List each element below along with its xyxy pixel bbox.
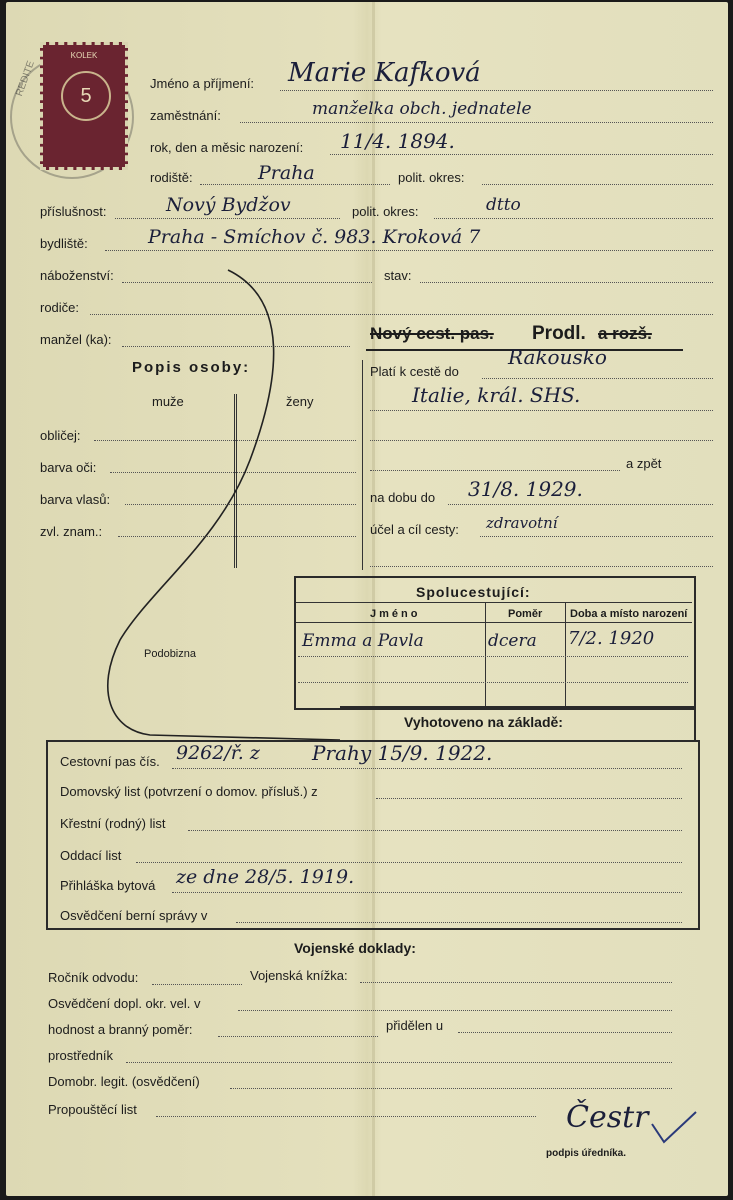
passport-no-value: 9262/ř. z bbox=[176, 742, 260, 764]
name-value: Marie Kafková bbox=[288, 58, 481, 88]
name-label: Jméno a příjmení: bbox=[150, 76, 255, 91]
prodl-option: Prodl. bbox=[532, 323, 586, 344]
validity-label: Platí k cestě do bbox=[370, 364, 459, 379]
spouse-label: manžel (ka): bbox=[40, 332, 112, 347]
period-label: na dobu do bbox=[370, 490, 436, 505]
military-release-label: Propouštěcí list bbox=[48, 1102, 137, 1117]
issued-title: Vyhotoveno na základě: bbox=[404, 714, 563, 730]
residence-label: bydliště: bbox=[40, 236, 88, 251]
desc-row-eyes: barva oči: bbox=[40, 460, 97, 475]
col-female: ženy bbox=[286, 394, 314, 409]
validity-value-2: Italie, král. SHS. bbox=[412, 383, 581, 407]
stamp-value: 5 bbox=[61, 71, 111, 121]
col-male: muže bbox=[152, 394, 184, 409]
birthplace-value: Praha bbox=[258, 162, 315, 184]
passport-no-label: Cestovní pas čís. bbox=[60, 754, 160, 769]
postmark-text: REDITE bbox=[14, 59, 37, 98]
companions-title: Spolucestující: bbox=[416, 584, 531, 600]
birth-value: 11/4. 1894. bbox=[340, 129, 455, 153]
return-label: a zpět bbox=[626, 456, 662, 471]
companion-relation: dcera bbox=[488, 631, 537, 651]
belonging-okres-value: dtto bbox=[486, 195, 521, 215]
birthplace-okres-label: polit. okres: bbox=[398, 170, 465, 185]
official-signature: Čestr bbox=[566, 1100, 649, 1135]
tax-label: Osvědčení berní správy v bbox=[60, 908, 208, 923]
new-passport-option: Nový cest. pas. bbox=[370, 324, 494, 343]
desc-row-marks: zvl. znam.: bbox=[40, 524, 103, 539]
period-value: 31/8. 1929. bbox=[468, 477, 583, 501]
military-title: Vojenské doklady: bbox=[294, 940, 416, 956]
companions-header-name: Jméno bbox=[370, 608, 421, 620]
residence-value: Praha - Smíchov č. 983. Kroková 7 bbox=[148, 226, 481, 248]
birthplace-label: rodiště: bbox=[150, 170, 193, 185]
photo-label: Podobizna bbox=[144, 648, 196, 660]
passport-date-value: Prahy 15/9. 1922. bbox=[312, 741, 493, 765]
military-assigned-label: přidělen u bbox=[386, 1018, 444, 1033]
desc-row-face: obličej: bbox=[40, 428, 81, 443]
military-cert-label: Osvědčení dopl. okr. vel. v bbox=[48, 996, 201, 1011]
belonging-okres-label: polit. okres: bbox=[352, 204, 419, 219]
domicile-label: Domovský list (potvrzení o domov. přísluš.) z bbox=[60, 784, 318, 799]
companions-header-birth: Doba a místo narození bbox=[570, 608, 688, 620]
registration-label: Přihláška bytová bbox=[60, 878, 156, 893]
marriage-label: Oddací list bbox=[60, 848, 122, 863]
military-legion-label: Domobr. legit. (osvědčení) bbox=[48, 1074, 200, 1089]
purpose-label: účel a cíl cesty: bbox=[370, 522, 459, 537]
occupation-label: zaměstnání: bbox=[150, 108, 221, 123]
companion-name: Emma a Pavla bbox=[302, 631, 424, 651]
military-book-label: Vojenská knížka: bbox=[250, 968, 348, 983]
signature-label: podpis úředníka. bbox=[546, 1148, 627, 1159]
status-label: stav: bbox=[384, 268, 412, 283]
registration-value: ze dne 28/5. 1919. bbox=[176, 866, 355, 888]
stamp-top-text: KOLEK bbox=[70, 51, 98, 60]
military-mediator-label: prostředník bbox=[48, 1048, 114, 1063]
belonging-label: příslušnost: bbox=[40, 204, 107, 219]
belonging-value: Nový Bydžov bbox=[166, 194, 291, 216]
military-rank-label: hodnost a branný poměr: bbox=[48, 1022, 193, 1037]
birth-label: rok, den a měsic narození: bbox=[150, 140, 304, 155]
religion-label: náboženství: bbox=[40, 268, 114, 283]
desc-row-hair: barva vlasů: bbox=[40, 492, 111, 507]
companions-header-relation: Poměr bbox=[508, 608, 543, 620]
purpose-value: zdravotní bbox=[486, 514, 558, 532]
description-title: Popis osoby: bbox=[132, 359, 251, 376]
rozs-option: a rozš. bbox=[598, 324, 652, 343]
baptism-label: Křestní (rodný) list bbox=[60, 816, 166, 831]
occupation-value: manželka obch. jednatele bbox=[312, 99, 532, 119]
parents-label: rodiče: bbox=[40, 300, 80, 315]
validity-value-1: Rakousko bbox=[508, 345, 607, 369]
companion-birth: 7/2. 1920 bbox=[568, 628, 655, 649]
military-year-label: Ročník odvodu: bbox=[48, 970, 139, 985]
